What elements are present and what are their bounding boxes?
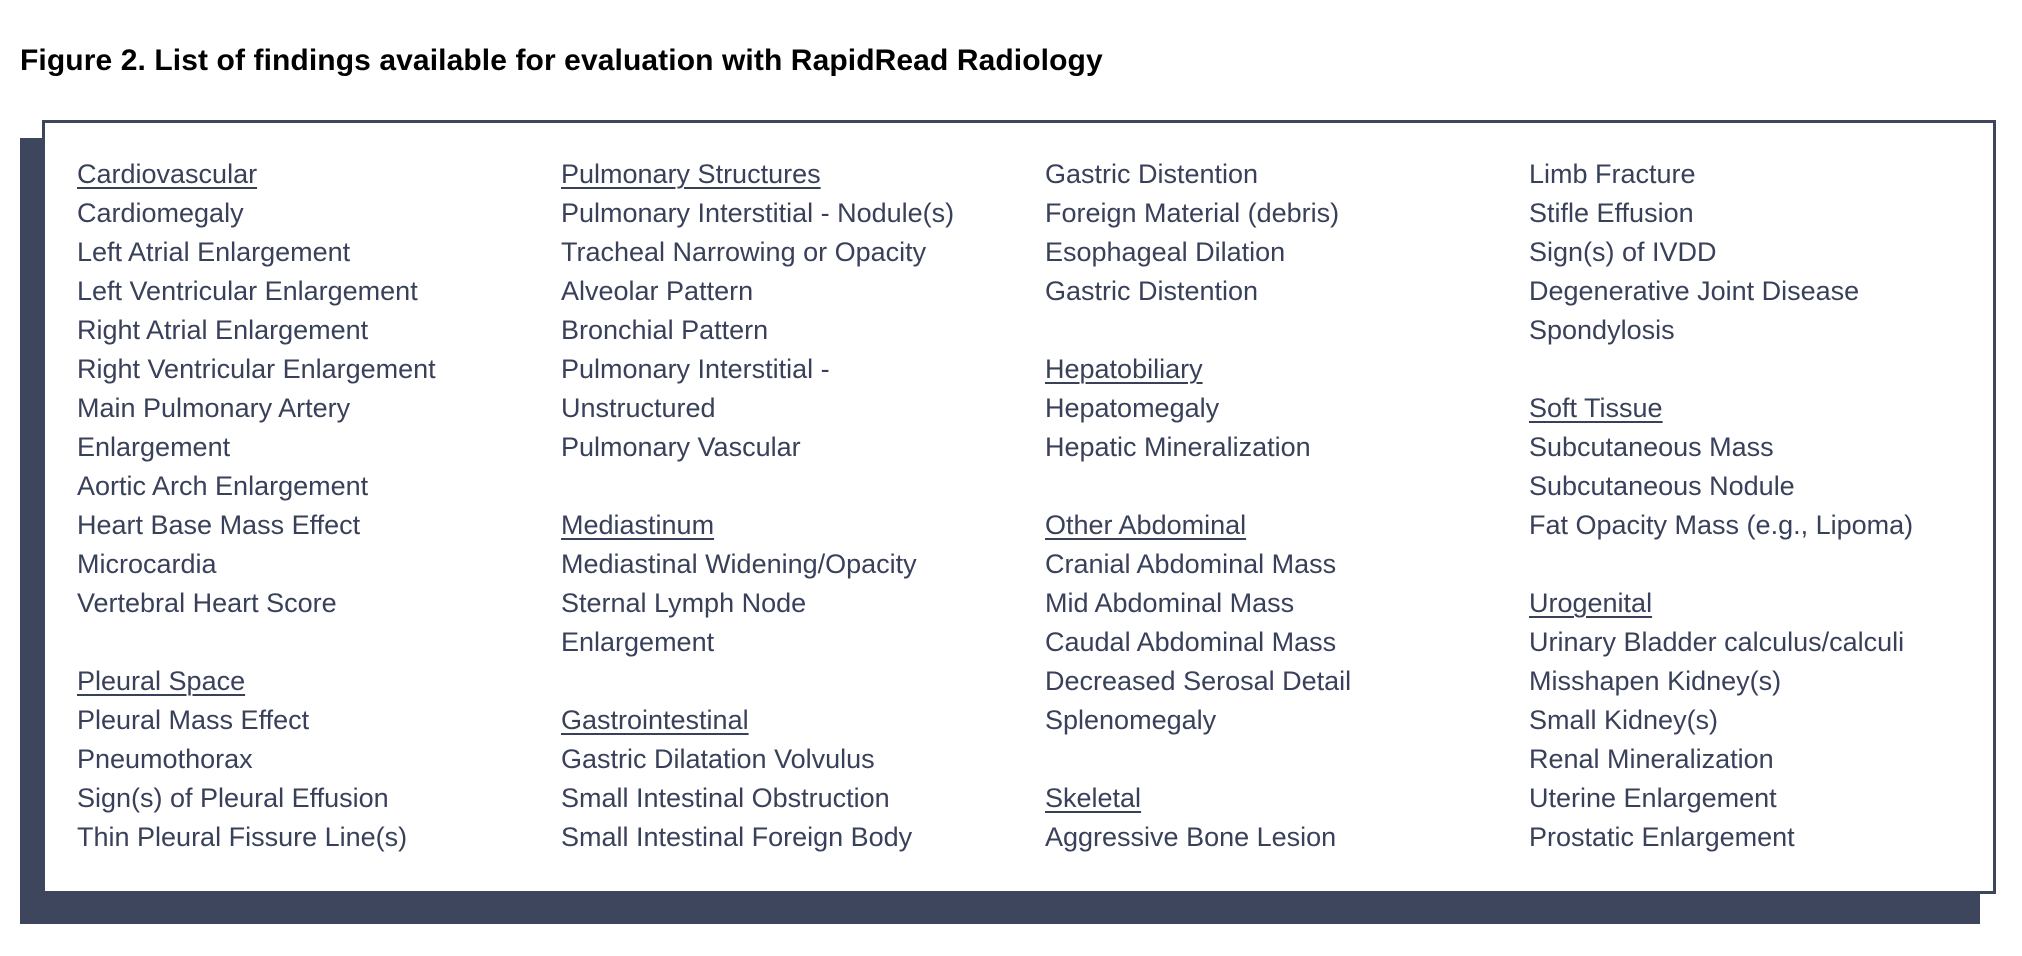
- findings-column-3: [1045, 155, 1535, 857]
- spacer: [1045, 311, 1535, 350]
- finding-item: Prostatic Enlargement: [1529, 822, 1795, 852]
- finding-item: Urinary Bladder calculus/calculi: [1529, 627, 1905, 657]
- finding-item: Gastric Distention: [1045, 276, 1259, 306]
- spacer: [1045, 467, 1535, 506]
- finding-item: Enlargement: [77, 432, 231, 462]
- finding-item: Thin Pleural Fissure Line(s): [77, 822, 408, 852]
- spacer: [1529, 350, 2019, 389]
- finding-item: Esophageal Dilation: [1045, 237, 1286, 267]
- finding-item: Pulmonary Interstitial -: [561, 354, 830, 384]
- category-heading: Soft Tissue: [1529, 393, 1663, 423]
- figure-title: Figure 2. List of findings available for evaluation with RapidRead Radiology: [20, 44, 1103, 77]
- finding-item: Subcutaneous Nodule: [1529, 471, 1795, 501]
- finding-item: Foreign Material (debris): [1045, 198, 1340, 228]
- findings-column-2: [561, 155, 1051, 857]
- category-heading: Mediastinum: [561, 510, 715, 540]
- category-heading: Hepatobiliary: [1045, 354, 1203, 384]
- finding-item: Decreased Serosal Detail: [1045, 666, 1352, 696]
- finding-item: Tracheal Narrowing or Opacity: [561, 237, 927, 267]
- category-heading: Cardiovascular: [77, 159, 258, 189]
- finding-item: Cranial Abdominal Mass: [1045, 549, 1337, 579]
- finding-item: Right Atrial Enlargement: [77, 315, 369, 345]
- category-heading: Skeletal: [1045, 783, 1142, 813]
- findings-column-1: [77, 155, 567, 857]
- finding-item: Caudal Abdominal Mass: [1045, 627, 1337, 657]
- finding-item: Splenomegaly: [1045, 705, 1217, 735]
- finding-item: Pulmonary Interstitial - Nodule(s): [561, 198, 955, 228]
- spacer: [561, 662, 1051, 701]
- finding-item: Microcardia: [77, 549, 217, 579]
- category-heading: Urogenital: [1529, 588, 1653, 618]
- finding-item: Pleural Mass Effect: [77, 705, 310, 735]
- finding-item: Small Intestinal Foreign Body: [561, 822, 913, 852]
- spacer: [1045, 740, 1535, 779]
- finding-item: Mediastinal Widening/Opacity: [561, 549, 917, 579]
- category-heading: Other Abdominal: [1045, 510, 1247, 540]
- finding-item: Enlargement: [561, 627, 715, 657]
- finding-item: Hepatomegaly: [1045, 393, 1220, 423]
- finding-item: Pulmonary Vascular: [561, 432, 801, 462]
- finding-item: Main Pulmonary Artery: [77, 393, 351, 423]
- finding-item: Pneumothorax: [77, 744, 253, 774]
- finding-item: Aortic Arch Enlargement: [77, 471, 369, 501]
- spacer: [77, 623, 567, 662]
- finding-item: Hepatic Mineralization: [1045, 432, 1311, 462]
- finding-item: Vertebral Heart Score: [77, 588, 337, 618]
- spacer: [561, 467, 1051, 506]
- finding-item: Spondylosis: [1529, 315, 1675, 345]
- finding-item: Sign(s) of Pleural Effusion: [77, 783, 389, 813]
- spacer: [1529, 545, 2019, 584]
- finding-item: Bronchial Pattern: [561, 315, 769, 345]
- findings-column-4: [1529, 155, 2019, 857]
- finding-item: Alveolar Pattern: [561, 276, 754, 306]
- finding-item: Small Intestinal Obstruction: [561, 783, 890, 813]
- category-heading: Gastrointestinal: [561, 705, 749, 735]
- finding-item: Left Atrial Enlargement: [77, 237, 351, 267]
- finding-item: Renal Mineralization: [1529, 744, 1774, 774]
- category-heading: Pleural Space: [77, 666, 246, 696]
- finding-item: Gastric Distention: [1045, 159, 1259, 189]
- finding-item: Heart Base Mass Effect: [77, 510, 361, 540]
- finding-item: Degenerative Joint Disease: [1529, 276, 1860, 306]
- finding-item: Gastric Dilatation Volvulus: [561, 744, 875, 774]
- finding-item: Mid Abdominal Mass: [1045, 588, 1295, 618]
- finding-item: Stifle Effusion: [1529, 198, 1694, 228]
- finding-item: Cardiomegaly: [77, 198, 244, 228]
- finding-item: Unstructured: [561, 393, 716, 423]
- finding-item: Uterine Enlargement: [1529, 783, 1777, 813]
- findings-box: [42, 120, 1996, 894]
- finding-item: Right Ventricular Enlargement: [77, 354, 436, 384]
- finding-item: Sign(s) of IVDD: [1529, 237, 1717, 267]
- finding-item: Left Ventricular Enlargement: [77, 276, 418, 306]
- finding-item: Limb Fracture: [1529, 159, 1696, 189]
- finding-item: Small Kidney(s): [1529, 705, 1719, 735]
- finding-item: Fat Opacity Mass (e.g., Lipoma): [1529, 510, 1914, 540]
- finding-item: Misshapen Kidney(s): [1529, 666, 1782, 696]
- category-heading: Pulmonary Structures: [561, 159, 821, 189]
- finding-item: Subcutaneous Mass: [1529, 432, 1774, 462]
- finding-item: Aggressive Bone Lesion: [1045, 822, 1337, 852]
- finding-item: Sternal Lymph Node: [561, 588, 807, 618]
